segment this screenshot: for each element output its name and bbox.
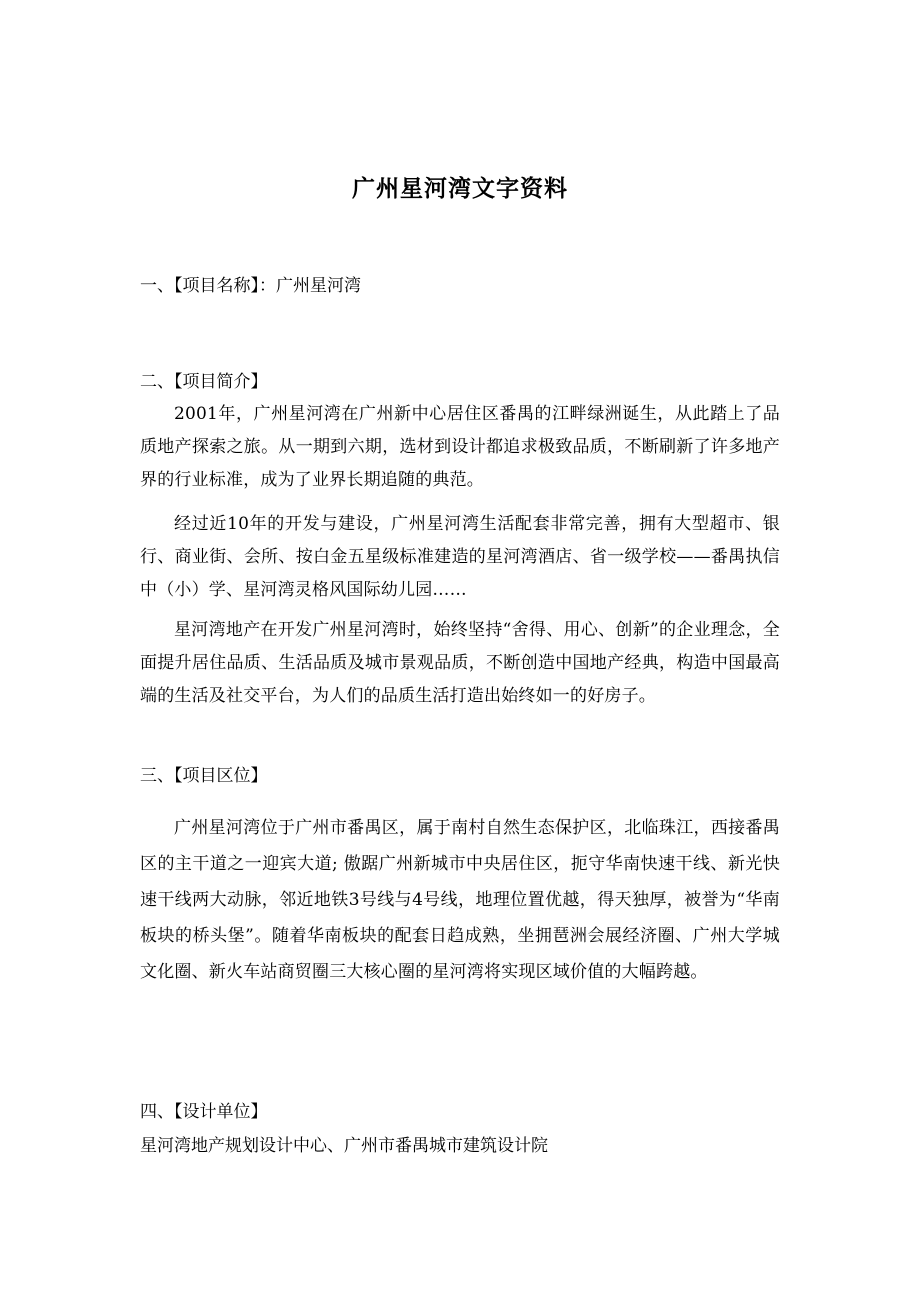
document-title: 广州星河湾文字资料 — [352, 175, 568, 202]
section-heading-project-intro: 二、【项目简介】 — [140, 372, 268, 392]
intro-paragraph-2: 经过近10年的开发与建设，广州星河湾生活配套非常完善，拥有大型超市、银行、商业街、会所、按白金五星级标准建造的星河湾酒店、省一级学校——番禺执信中（小）学、星河湾灵格风国际幼儿园…… — [140, 514, 780, 600]
design-unit-text: 星河湾地产规划设计中心、广州市番禺城市建筑设计院 — [140, 1136, 548, 1156]
intro-paragraph-1: 2001年，广州星河湾在广州新中心居住区番禺的江畔绿洲诞生，从此踏上了品质地产探索之旅。从一期到六期，选材到设计都追求极致品质，不断刷新了许多地产界的行业标准，成为了业界长期追随的典范。 — [140, 404, 780, 490]
section-heading-design-unit: 四、【设计单位】 — [140, 1102, 268, 1122]
section-heading-project-name: 一、【项目名称】：广州星河湾 — [140, 276, 361, 296]
section-heading-project-location: 三、【项目区位】 — [140, 766, 268, 786]
intro-paragraph-3: 星河湾地产在开发广州星河湾时，始终坚持“舍得、用心、创新”的企业理念，全面提升居住品质、生活品质及城市景观品质，不断创造中国地产经典，构造中国最高端的生活及社交平台，为人们的品质生活打造出始终如一的好房子。 — [140, 620, 780, 706]
location-paragraph: 广州星河湾位于广州市番禺区，属于南村自然生态保护区，北临珠江，西接番禺区的主干道之一迎宾大道; 傲踞广州新城市中央居住区，扼守华南快速干线、新光快速干线两大动脉，邻近地铁3号线与4号线，地理位置优越，得天独厚，被誉为“华南板块的桥头堡”。随着华南板块的配套日趋成熟，坐拥琶洲会展经济圈、广州大学城文化圈、新火车站商贸圈三大核心圈的星河湾将实现区域价值的大幅跨越。 — [140, 818, 780, 982]
